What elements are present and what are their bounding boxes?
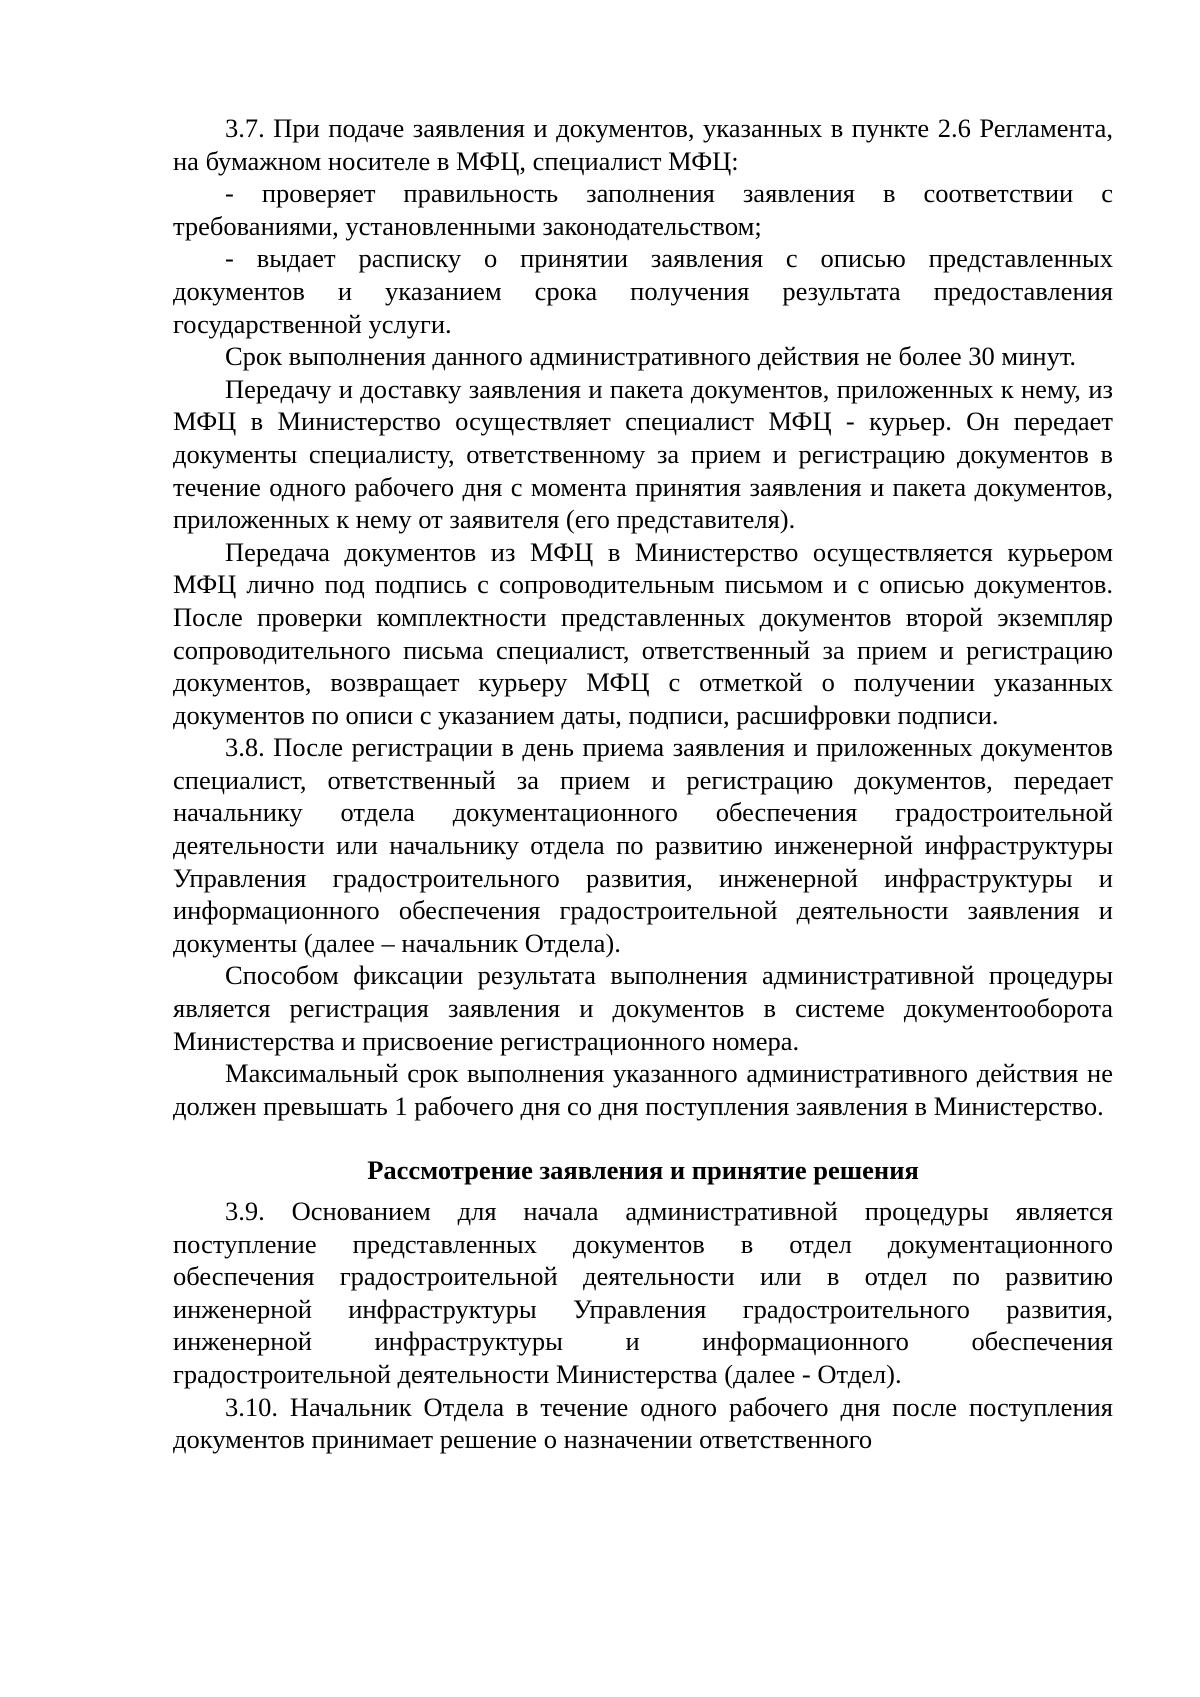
paragraph-courier-delivery: Передачу и доставку заявления и пакета документов, приложенных к нему, из МФЦ в Министерство осуществляет специалист МФЦ - курьер. Он передает документы специалисту, ответственному за прием и регистрацию документов в течение одного рабочего дня с момента принятия заявления и пакета документов, приложенных к нему от заявителя (его представителя). (173, 373, 1113, 535)
paragraph-max-deadline: Максимальный срок выполнения указанного административного действия не должен превышать 1 рабочего дня со дня поступления заявления в Министерство. (173, 1058, 1113, 1121)
section-heading: Рассмотрение заявления и принятие решения (367, 1155, 919, 1186)
paragraph-3-8: 3.8. После регистрации в день приема заявления и приложенных документов специалист, ответственный за прием и регистрацию документов, передает начальнику отдела документационного обеспечения градостроительной деятельности или начальнику отдела по развитию инженерной инфраструктуры Управления градостроительного развития, инженерной инфраструктуры и информационного обеспечения градостроительной деятельности заявления и документы (далее – начальник Отдела). (173, 732, 1113, 958)
section-heading-wrap (173, 1122, 1113, 1195)
paragraph-3-7-intro: 3.7. При подаче заявления и документов, указанных в пункте 2.6 Регламента, на бумажном носителе в МФЦ, специалист МФЦ: (173, 113, 1113, 176)
paragraph-fixation-method: Способом фиксации результата выполнения административной процедуры является регистрация заявления и документов в системе документооборота Министерства и присвоение регистрационного номера. (173, 960, 1113, 1056)
paragraph-issue-receipt: - выдает расписку о принятии заявления с описью представленных документов и указанием срока получения результата предоставления государственной услуги. (173, 243, 1113, 339)
paragraph-deadline-30-min: Срок выполнения данного административного действия не более 30 минут. (225, 341, 1077, 372)
paragraph-courier-transfer: Передача документов из МФЦ в Министерство осуществляется курьером МФЦ лично под подпись с сопроводительным письмом и с описью документов. После проверки комплектности представленных документов второй экземпляр сопроводительного письма специалист, ответственный за прием и регистрацию документов, возвращает курьеру МФЦ с отметкой о получении указанных документов по описи с указанием даты, подписи, расшифровки подписи. (173, 536, 1113, 730)
paragraph-3-10: 3.10. Начальник Отдела в течение одного рабочего дня после поступления документов принимает решение о назначении ответственного (173, 1391, 1113, 1455)
paragraph-3-9: 3.9. Основанием для начала административной процедуры является поступление представленных документов в отдел документационного обеспечения градостроительной деятельности или в отдел по развитию инженерной инфраструктуры Управления градостроительного развития, инженерной инфраструктуры и информационного обеспечения градостроительной деятельности Министерства (далее - Отдел). (173, 1196, 1113, 1389)
paragraph-check-filling: - проверяет правильность заполнения заявления в соответствии с требованиями, установленными законодательством; (173, 178, 1113, 241)
document-body (173, 112, 1113, 1456)
